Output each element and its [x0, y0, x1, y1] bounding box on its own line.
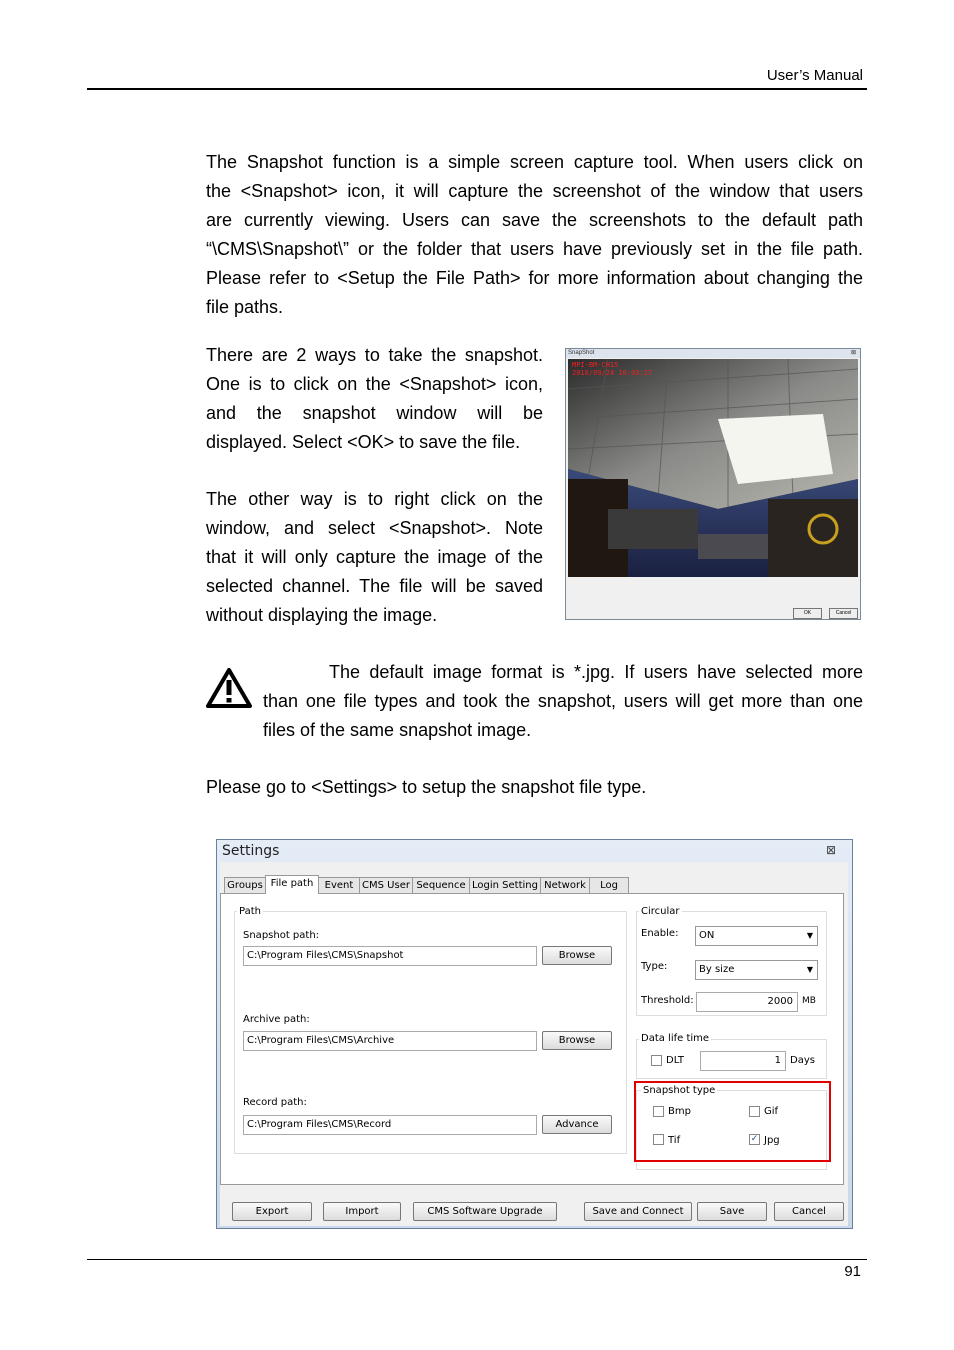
circular-group-label: Circular [641, 906, 680, 917]
ways-line: displayed. Select <OK> to save the file. [206, 432, 521, 452]
tab-login-setting[interactable]: Login Setting [469, 877, 541, 893]
tab-network[interactable]: Network [540, 877, 590, 893]
note-line: than one file types and took the snapshot, users will get more than one [263, 691, 863, 711]
archive-path-input[interactable]: C:\Program Files\CMS\Archive [243, 1031, 537, 1051]
tab-bar [224, 875, 644, 894]
tif-label: Tif [668, 1135, 681, 1146]
tab-file-path[interactable]: File path [265, 875, 319, 894]
ways-line: There are 2 ways to take the snapshot. [206, 345, 543, 365]
snapshot-type-highlight [634, 1081, 831, 1162]
settings-body [220, 862, 848, 1226]
save-button[interactable]: Save [697, 1202, 767, 1221]
snapshot-osd [572, 361, 652, 377]
header-rule [87, 88, 867, 90]
note-paragraph [263, 658, 863, 745]
tab-cms-user[interactable]: CMS User [359, 877, 413, 893]
intro-line: “\CMS\Snapshot\” or the folder that users have previously set in the file path. [206, 239, 863, 259]
close-icon[interactable]: ⊠ [850, 350, 856, 356]
snapshot-browse-button[interactable]: Browse [542, 946, 612, 965]
tab-event[interactable]: Event [318, 877, 360, 893]
page-header: User’s Manual [766, 67, 863, 84]
import-button[interactable]: Import [323, 1202, 401, 1221]
osd-datetime: 2010/09/24 10:03:27 [572, 369, 653, 377]
ways-paragraph [206, 341, 543, 457]
export-button[interactable]: Export [232, 1202, 312, 1221]
other-line: window, and select <Snapshot>. Note [206, 518, 543, 538]
cms-software-upgrade-button[interactable]: CMS Software Upgrade [413, 1202, 557, 1221]
threshold-input[interactable]: 2000 [696, 992, 798, 1012]
threshold-unit: MB [802, 996, 816, 1006]
settings-title: Settings [222, 843, 280, 859]
osd-camera: MPI-BM-CH15 [572, 361, 619, 369]
other-line: The other way is to right click on the [206, 489, 543, 509]
ways-line: and the snapshot window will be [206, 403, 543, 423]
page-number: 91 [844, 1263, 861, 1280]
other-line: that it will only capture the image of the [206, 547, 543, 567]
other-paragraph [206, 485, 543, 630]
type-value: By size [699, 964, 735, 975]
intro-line: are currently viewing. Users can save the screenshots to the default path [206, 210, 863, 230]
snapshot-window [565, 348, 861, 620]
tab-sequence[interactable]: Sequence [412, 877, 470, 893]
snapshot-title: SnapShot [568, 350, 595, 356]
dlt-group-label: Data life time [641, 1033, 710, 1044]
dlt-checkbox[interactable] [651, 1055, 662, 1066]
warning-icon [205, 667, 253, 709]
intro-line: file paths. [206, 297, 284, 317]
path-group-label: Path [239, 906, 261, 917]
ok-button[interactable]: OK [793, 608, 822, 619]
settings-dialog [216, 839, 853, 1229]
archive-browse-button[interactable]: Browse [542, 1031, 612, 1050]
intro-line: Please refer to <Setup the File Path> for more information about changing the [206, 268, 863, 288]
save-and-connect-button[interactable]: Save and Connect [584, 1202, 692, 1221]
intro-paragraph [206, 148, 863, 322]
jpg-label: Jpg [764, 1135, 780, 1146]
enable-label: Enable: [641, 928, 679, 939]
dlt-unit: Days [790, 1055, 815, 1066]
record-path-input[interactable]: C:\Program Files\CMS\Record [243, 1115, 537, 1135]
intro-line: the <Snapshot> icon, it will capture the screenshot of the window that users [206, 181, 863, 201]
archive-path-label: Archive path: [243, 1014, 310, 1025]
close-icon[interactable]: ⊠ [825, 843, 836, 857]
chevron-down-icon: ▼ [806, 931, 813, 940]
tab-groups[interactable]: Groups [224, 877, 266, 893]
dlt-input[interactable]: 1 [700, 1051, 786, 1071]
other-line: selected channel. The file will be saved [206, 576, 543, 596]
dlt-label: DLT [666, 1055, 685, 1066]
footer-rule [87, 1259, 867, 1260]
tab-log[interactable]: Log [589, 877, 629, 893]
note-line: The default image format is *.jpg. If users have selected more [329, 662, 863, 682]
snapshot-path-label: Snapshot path: [243, 930, 320, 941]
ways-line: One is to click on the <Snapshot> icon, [206, 374, 543, 394]
snapshot-path-input[interactable]: C:\Program Files\CMS\Snapshot [243, 946, 537, 966]
type-select[interactable] [695, 960, 818, 980]
chevron-down-icon: ▼ [806, 965, 813, 974]
jpg-checkbox[interactable]: ✓ [750, 1134, 759, 1144]
enable-select[interactable] [695, 926, 818, 946]
snapshot-titlebar [566, 349, 860, 358]
record-advance-button[interactable]: Advance [542, 1115, 612, 1134]
type-label: Type: [641, 961, 668, 972]
snapshot-type-label: Snapshot type [643, 1085, 716, 1096]
snapshot-image [568, 359, 858, 577]
note-line: files of the same snapshot image. [263, 720, 532, 740]
threshold-label: Threshold: [641, 995, 694, 1006]
camera-view-image [568, 359, 858, 577]
record-path-label: Record path: [243, 1097, 307, 1108]
cancel-button[interactable]: Cancel [774, 1202, 844, 1221]
gif-label: Gif [764, 1106, 779, 1117]
other-line: without displaying the image. [206, 605, 438, 625]
intro-line: The Snapshot function is a simple screen capture tool. When users click on [206, 152, 863, 172]
cancel-button[interactable]: Cancel [829, 608, 858, 619]
bmp-label: Bmp [668, 1106, 691, 1117]
enable-value: ON [699, 930, 715, 941]
goto-paragraph: Please go to <Settings> to setup the snapshot file type. [206, 777, 647, 797]
